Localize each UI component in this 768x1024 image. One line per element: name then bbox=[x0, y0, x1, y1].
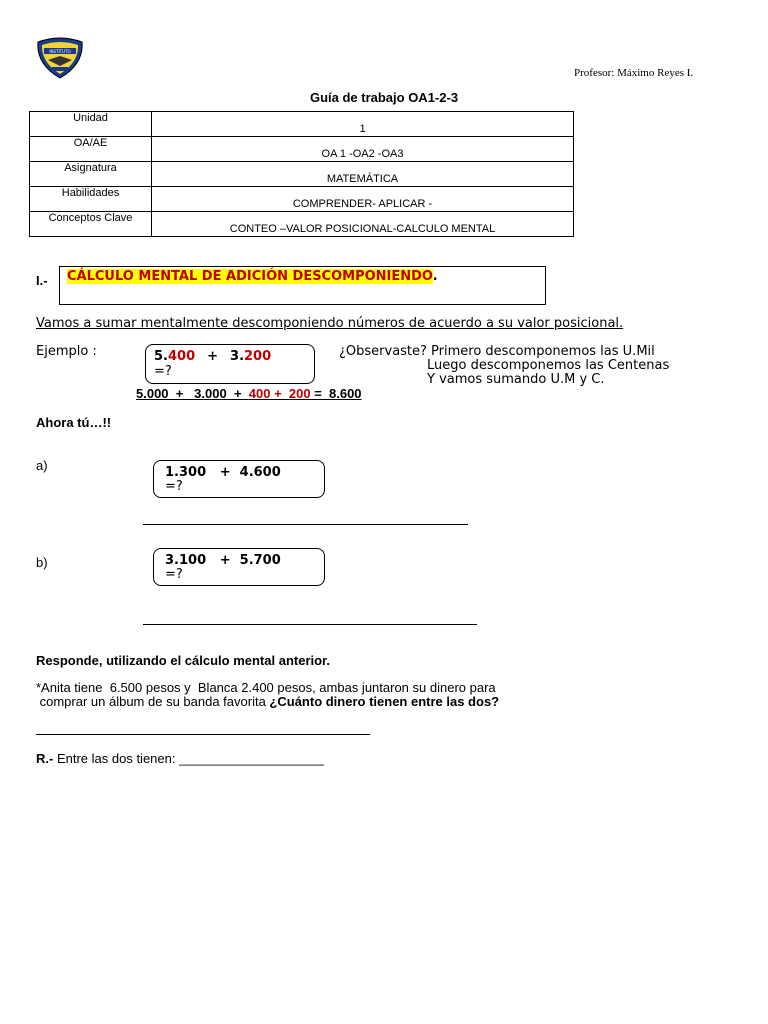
problem-line-2 bbox=[36, 695, 499, 709]
section-title bbox=[67, 269, 438, 284]
table-row bbox=[30, 212, 574, 237]
row-label: Unidad bbox=[30, 112, 152, 137]
observation-line-2: Luego descomponemos las Centenas bbox=[427, 358, 670, 373]
problem-line-1: *Anita tiene 6.500 pesos y Blanca 2.400 pesos, ambas juntaron su dinero para bbox=[36, 680, 496, 695]
page-title: Guía de trabajo OA1-2-3 bbox=[309, 90, 459, 105]
intro-text: Vamos a sumar mentalmente descomponiendo números de acuerdo a su valor posicional. bbox=[36, 316, 624, 331]
row-value: 1 bbox=[152, 112, 574, 137]
teacher-name: Profesor: Máximo Reyes I. bbox=[574, 67, 694, 79]
row-label: Asignatura bbox=[30, 162, 152, 187]
table-row bbox=[30, 112, 574, 137]
item-a-label: a) bbox=[36, 458, 48, 473]
problem-work-line[interactable] bbox=[36, 734, 370, 735]
row-value: COMPRENDER- APLICAR - bbox=[152, 187, 574, 212]
table-row bbox=[30, 137, 574, 162]
item-a-expression: 1.300 + 4.600 bbox=[165, 465, 281, 480]
school-logo bbox=[34, 36, 86, 80]
item-a-box bbox=[153, 460, 325, 498]
practice-heading: Ahora tú…!! bbox=[36, 415, 112, 430]
example-sum bbox=[136, 386, 362, 401]
example-b-thousands: 3. bbox=[230, 349, 245, 364]
example-b-rest: 200 bbox=[244, 349, 272, 364]
item-b-equals: =? bbox=[165, 567, 183, 582]
row-label: Conceptos Clave bbox=[30, 212, 152, 237]
item-b-answer-line[interactable] bbox=[143, 624, 477, 625]
table-row bbox=[30, 162, 574, 187]
problem-heading: Responde, utilizando el cálculo mental anterior. bbox=[36, 653, 331, 668]
row-value: CONTEO –VALOR POSICIONAL-CALCULO MENTAL bbox=[152, 212, 574, 237]
problem-question: ¿Cuánto dinero tienen entre las dos? bbox=[269, 694, 500, 709]
row-value: MATEMÁTICA bbox=[152, 162, 574, 187]
example-plus: + bbox=[207, 349, 219, 364]
example-a-rest: 400 bbox=[167, 349, 196, 364]
row-value: OA 1 -OA2 -OA3 bbox=[152, 137, 574, 162]
observation-line-3: Y vamos sumando U.M y C. bbox=[427, 372, 605, 387]
item-a-equals: =? bbox=[165, 479, 183, 494]
example-expression bbox=[154, 349, 271, 364]
item-a-answer-line[interactable] bbox=[143, 524, 468, 525]
section-number: I.- bbox=[36, 273, 48, 288]
example-a-thousands: 5. bbox=[154, 349, 168, 364]
item-b-label: b) bbox=[36, 555, 48, 570]
problem-line-2-text: comprar un álbum de su banda favorita bbox=[36, 694, 270, 709]
answer-prefix: R.- bbox=[36, 751, 54, 766]
example-equals: =? bbox=[154, 364, 172, 379]
sum-part-red: 400 + 200 bbox=[248, 386, 311, 401]
observation-line-1: ¿Observaste? Primero descomponemos las U.Mil bbox=[339, 344, 655, 359]
logo-text: INSTITUTO bbox=[49, 49, 71, 54]
item-b-box bbox=[153, 548, 325, 586]
answer-text: Entre las dos tienen: ____________________ bbox=[53, 751, 324, 766]
example-box bbox=[145, 344, 315, 384]
info-table bbox=[29, 111, 574, 237]
problem-text bbox=[36, 681, 499, 709]
sum-part-2: = 8.600 bbox=[310, 386, 362, 401]
section-title-suffix: . bbox=[432, 269, 438, 284]
item-b-expression: 3.100 + 5.700 bbox=[165, 553, 281, 568]
table-row bbox=[30, 187, 574, 212]
row-label: Habilidades bbox=[30, 187, 152, 212]
row-label: OA/AE bbox=[30, 137, 152, 162]
answer-line[interactable] bbox=[36, 751, 324, 766]
section-title-text: CÁLCULO MENTAL DE ADICIÓN DESCOMPONIENDO bbox=[67, 269, 433, 284]
sum-part-1: 5.000 + 3.000 + bbox=[136, 386, 249, 401]
example-label: Ejemplo : bbox=[36, 344, 97, 359]
